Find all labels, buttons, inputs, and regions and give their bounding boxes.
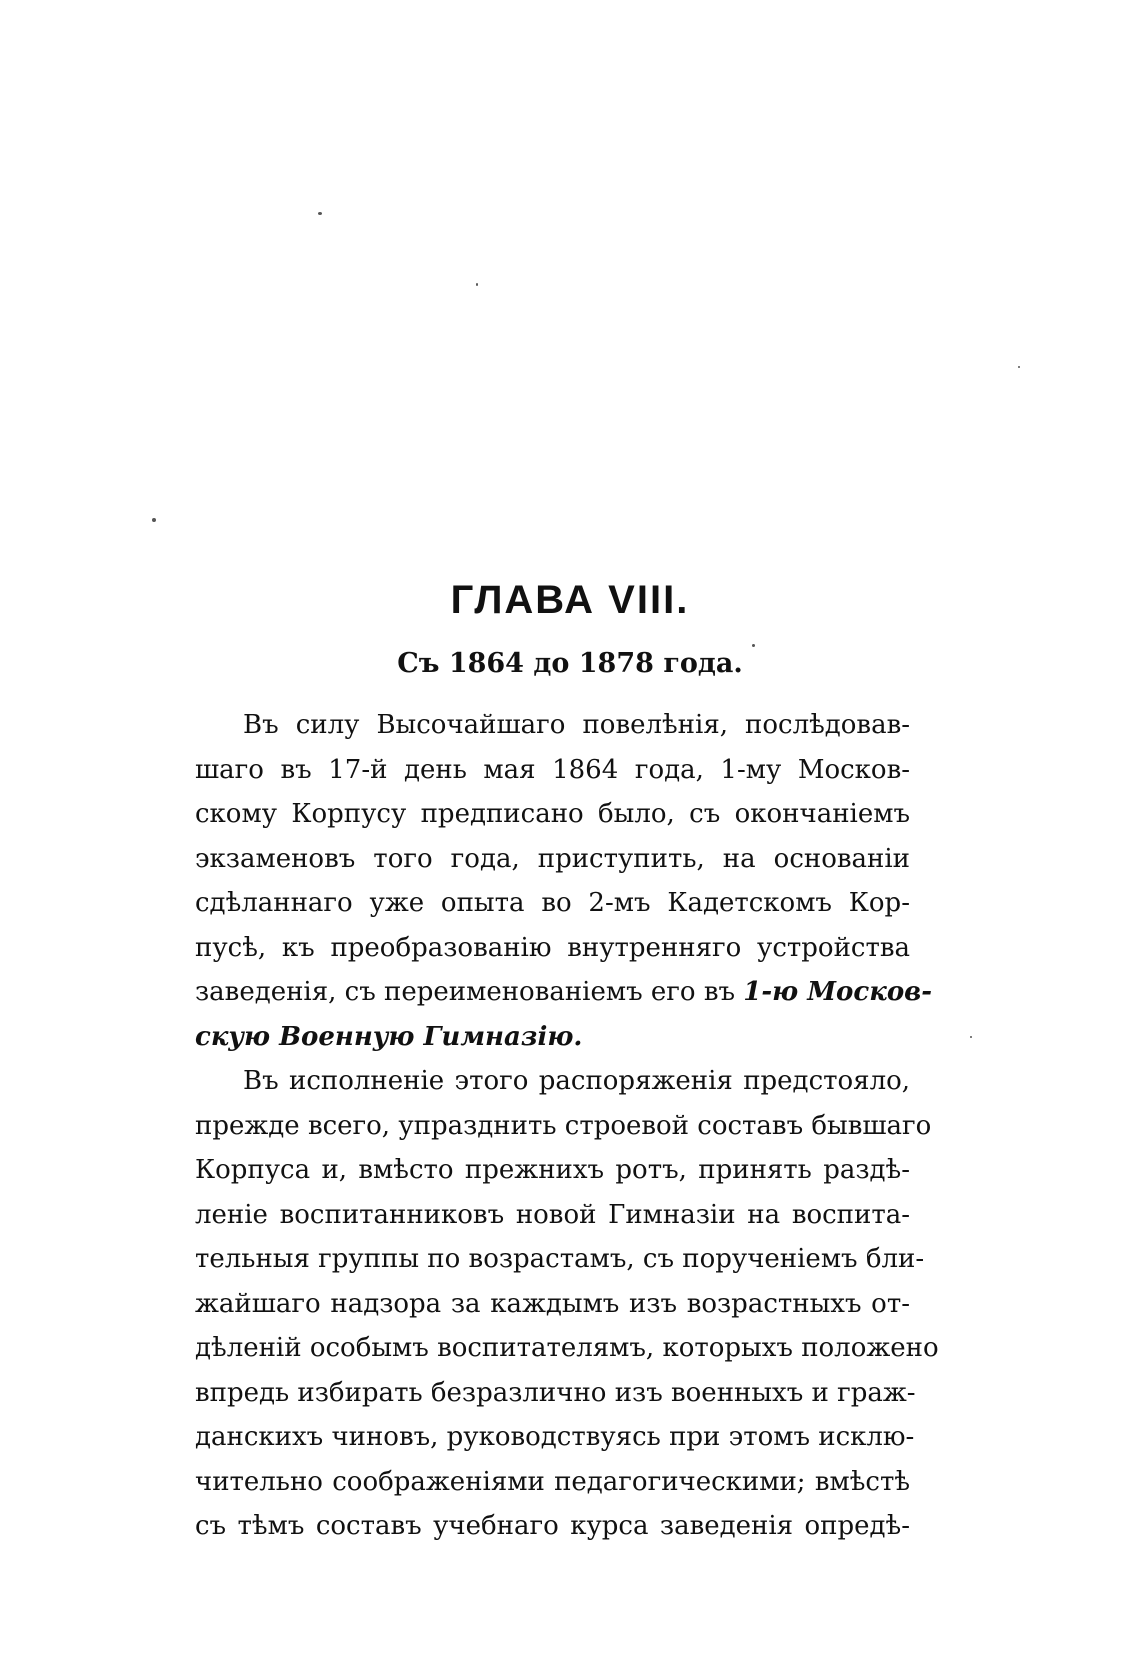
text-line: дѣленій особымъ воспитателямъ, которыхъ положено xyxy=(195,1333,939,1363)
print-speck xyxy=(318,212,322,215)
text-line: Корпуса и, вмѣсто прежнихъ ротъ, принять раздѣ- xyxy=(195,1155,910,1185)
print-speck xyxy=(152,518,156,522)
text-line: Въ силу Высочайшаго повелѣнія, послѣдовав- xyxy=(243,710,910,740)
text-line: чительно соображеніями педагогическими; вмѣстѣ xyxy=(195,1466,910,1497)
print-speck xyxy=(752,644,755,647)
text-line xyxy=(195,1015,910,1060)
text-line: пусѣ, къ преобразованію внутренняго устройства xyxy=(195,932,910,963)
print-speck xyxy=(476,283,478,286)
print-speck xyxy=(1018,366,1020,368)
text-line xyxy=(195,970,933,1015)
print-speck xyxy=(970,1036,972,1038)
text-line: леніе воспитанниковъ новой Гимназіи на воспита- xyxy=(195,1199,910,1230)
chapter-title: ГЛАВА VIII. xyxy=(450,578,690,622)
text-line: скому Корпусу предписано было, съ окончаніемъ xyxy=(195,799,910,829)
text-line: жайшаго надзора за каждымъ изъ возрастныхъ от- xyxy=(195,1288,910,1319)
text-line: тельныя группы по возрастамъ, съ порученіемъ бли- xyxy=(195,1244,925,1274)
text-line: экзаменовъ того года, приступить, на основаніи xyxy=(195,843,910,874)
text-line: впредь избирать безразлично изъ военныхъ и граж- xyxy=(195,1377,916,1408)
text-line: съ тѣмъ составъ учебнаго курса заведенія опредѣ- xyxy=(195,1511,910,1541)
text-line: данскихъ чиновъ, руководствуясь при этомъ исклю- xyxy=(195,1422,915,1452)
text-line: сдѣланнаго уже опыта во 2-мъ Кадетскомъ Кор- xyxy=(195,888,910,918)
text-segment: заведенія, съ переименованіемъ его въ xyxy=(195,977,744,1007)
text-line: шаго въ 17-й день мая 1864 года, 1-му Москов- xyxy=(195,754,910,785)
chapter-subtitle: Съ 1864 до 1878 года. xyxy=(397,648,743,679)
body-text xyxy=(195,703,939,1549)
italic-text-segment: 1-ю Москов- xyxy=(743,977,933,1007)
text-line: Въ исполненіе этого распоряженія предстояло, xyxy=(243,1066,910,1096)
text-line: прежде всего, упразднить строевой составъ бывшаго xyxy=(195,1110,932,1141)
italic-text-segment: скую Военную Гимназію. xyxy=(195,1021,583,1052)
